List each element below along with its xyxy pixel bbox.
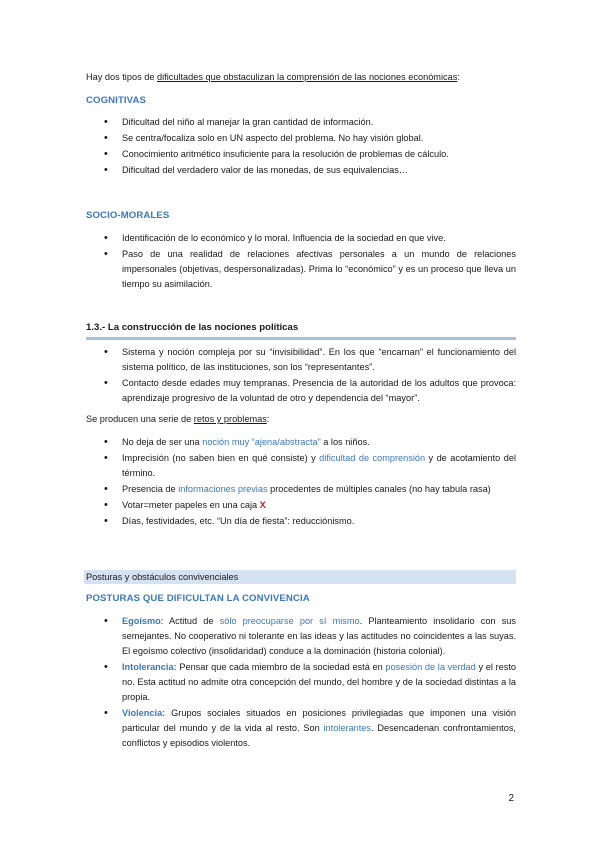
item-text: No deja de ser una xyxy=(122,437,203,447)
list-item: • Contacto desde edades muy tempranas. Presencia de la autoridad de los adultos que provoca: aprendizaje progresivo de la voluntad de otro y dependencia del “mayor”. xyxy=(86,376,516,406)
list-item: • Dificultad del niño al manejar la gran cantidad de información. xyxy=(86,115,516,130)
item-text: y de acotamiento del término. xyxy=(122,453,516,478)
highlight-text: intolerantes xyxy=(323,723,371,733)
item-text: Presencia de xyxy=(122,484,179,494)
list-item: • Días, festividades, etc. “Un día de fiesta”: reducciónismo. xyxy=(86,514,516,529)
highlight-text: sólo preocuparse por sí mismo xyxy=(219,616,360,626)
section13-list xyxy=(86,345,516,407)
list-item-intolerancia xyxy=(86,660,516,705)
item-text: Pensar que cada miembro de la sociedad está en xyxy=(176,662,386,672)
posturas-list xyxy=(86,614,516,752)
list-item xyxy=(86,498,516,513)
item-text: Votar=meter papeles en una caja xyxy=(122,500,260,510)
intro-paragraph xyxy=(86,70,516,85)
term-intolerancia: Intolerancia: xyxy=(122,662,177,672)
list-item: • Dificultad del verdadero valor de las monedas, de sus equivalencias… xyxy=(86,163,516,178)
section-title: 1.3.- La construcción de las nociones políticas xyxy=(86,322,299,333)
list-item-egoismo xyxy=(86,614,516,659)
list-item xyxy=(86,451,516,481)
item-text: a los niños. xyxy=(320,437,370,447)
highlight-text: noción muy “ajena/abstracta” xyxy=(202,437,321,447)
sociomorales-list xyxy=(86,231,516,293)
retos-list xyxy=(86,435,516,530)
item-text: Grupos sociales situados en posiciones privilegiadas que imponen una visión particular del mundo y de la vida al resto. Son xyxy=(122,708,516,733)
band-title: Posturas y obstáculos convivenciales xyxy=(86,572,239,582)
item-text: . Planteamiento insolidario con sus semejantes. No cooperativo ni tolerante en las ideas y las actitudes no coincidentes a las suyas. El egoísmo colectivo (insolidaridad) conduce a la dominación (historia colonial). xyxy=(122,616,516,656)
section-band xyxy=(84,570,516,584)
posturas-heading: POSTURAS QUE DIFICULTAN LA CONVIVENCIA xyxy=(86,593,310,604)
term-violencia: Violencia: xyxy=(122,708,166,718)
list-item: • Paso de una realidad de relaciones afectivas personales a un mundo de relaciones impersonales (objetivas, despersonalizadas). Prima lo “económico” y es un proceso que lleva un tiempo su asimilación. xyxy=(86,247,516,292)
list-item: • Conocimiento aritmético insuficiente para la resolución de problemas de cálculo. xyxy=(86,147,516,162)
highlight-text: dificultad de comprensión xyxy=(319,453,426,463)
intro-prefix: Hay dos tipos de xyxy=(86,72,157,82)
item-text: procedentes de múltiples canales (no hay tabula rasa) xyxy=(267,484,491,494)
highlight-text: informaciones previas xyxy=(178,484,268,494)
list-item xyxy=(86,482,516,497)
cognitivas-list xyxy=(86,115,516,179)
list-item: • Se centra/focaliza solo en UN aspecto del problema. No hay visión global. xyxy=(86,131,516,146)
item-text: y el resto no. Esta actitud no admite otra concepción del mundo, del hombre y de la sociedad distintas a la propia. xyxy=(122,662,517,702)
page-number: 2 xyxy=(508,793,514,804)
sociomorales-heading: SOCIO-MORALES xyxy=(86,210,170,221)
list-item-violencia xyxy=(86,706,516,751)
section-divider xyxy=(86,337,516,340)
term-egoismo: Egoísmo xyxy=(122,616,161,626)
item-text: . Desencadenan confrontamientos, conflictos y episodios violentos. xyxy=(122,723,516,748)
list-item: • Sistema y noción compleja por su “invisibilidad”. En los que “encarnan” el funcionamiento del sistema político, de las instituciones, son los “representantes”. xyxy=(86,345,516,375)
retos-suffix: : xyxy=(266,414,270,424)
intro-suffix: : xyxy=(457,72,460,82)
retos-underlined: retos y problemas xyxy=(193,414,267,424)
retos-paragraph xyxy=(86,412,516,427)
item-text: Imprecisión (no saben bien en qué consiste) y xyxy=(122,453,320,463)
list-item: • Identificación de lo económico y lo moral. Influencia de la sociedad en que vive. xyxy=(86,231,516,246)
retos-prefix: Se producen una serie de xyxy=(86,414,194,424)
list-item xyxy=(86,435,516,450)
red-x-mark: X xyxy=(259,500,266,510)
intro-underlined: dificultades que obstaculizan la comprensión de las nociones económicas xyxy=(157,72,458,82)
highlight-text: posesión de la verdad xyxy=(385,662,476,672)
cognitivas-heading: COGNITIVAS xyxy=(86,95,146,106)
item-text: : Actitud de xyxy=(160,616,220,626)
